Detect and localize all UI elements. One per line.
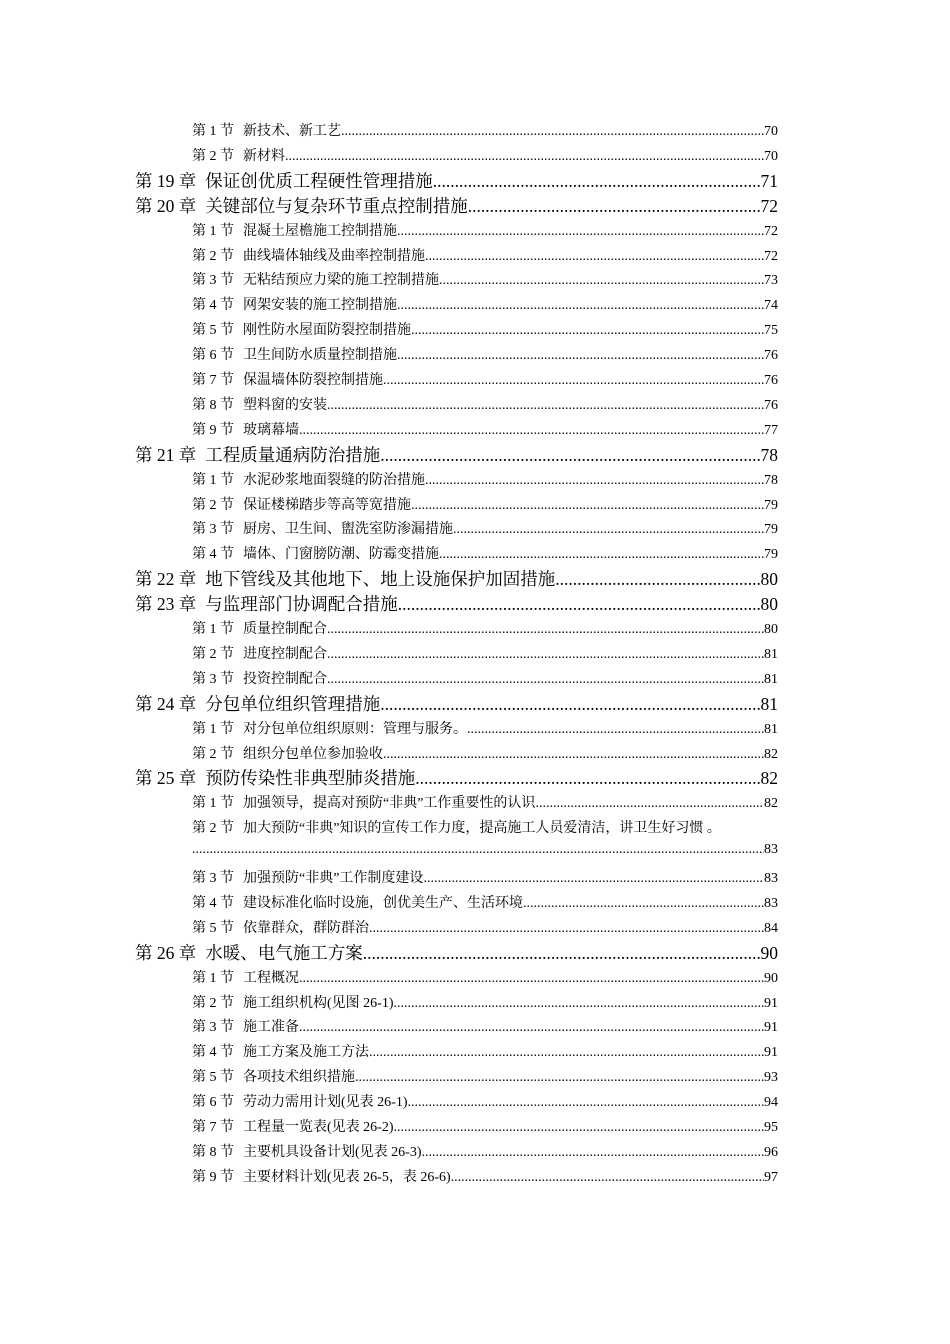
toc-entry-label: [135, 765, 415, 790]
toc-section-entry[interactable]: [192, 1116, 778, 1136]
toc-entry-title: 保温墙体防裂控制措施: [243, 373, 383, 388]
toc-entry-label: [192, 867, 423, 887]
toc-chapter-entry[interactable]: [135, 765, 778, 789]
toc-section-entry[interactable]: [192, 867, 778, 887]
toc-entry-label: [192, 1041, 369, 1061]
toc-entry-title: 新技术、新工艺: [243, 124, 341, 139]
toc-page-number: 82: [764, 796, 778, 812]
toc-leader-dots: [192, 842, 764, 858]
toc-entry-number: 第 5 节: [192, 323, 234, 339]
toc-section-entry[interactable]: [192, 344, 778, 364]
toc-page-number: 72: [764, 223, 778, 239]
toc-section-entry[interactable]: [192, 967, 778, 987]
toc-entry-title: 质量控制配合: [243, 622, 327, 637]
toc-entry-title: 卫生间防水质量控制措施: [243, 348, 397, 364]
toc-entry-title: 与监理部门协调配合措施: [205, 594, 398, 615]
toc-entry-label: [192, 1141, 422, 1161]
toc-entry-title: 加强预防“非典”工作制度建设: [243, 871, 424, 886]
toc-leader-dots: [423, 871, 764, 887]
toc-leader-dots: [394, 996, 765, 1012]
toc-entry-number: 第 3 节: [192, 1020, 234, 1036]
toc-entry-number: 第 2 节: [192, 646, 234, 662]
toc-section-entry[interactable]: [192, 1166, 778, 1186]
toc-page-number: 83: [764, 895, 778, 911]
toc-page-number: 71: [760, 170, 778, 191]
toc-page-number: 72: [760, 195, 778, 216]
toc-entry-number: 第 9 节: [192, 1169, 234, 1185]
toc-leader-dots: [425, 473, 764, 489]
toc-section-entry[interactable]: [192, 1091, 778, 1111]
toc-entry-title: 投资控制配合: [243, 671, 327, 687]
toc-entry-number: 第 19 章: [135, 170, 197, 191]
toc-chapter-entry[interactable]: [135, 442, 778, 466]
toc-entry-label: [192, 394, 327, 414]
toc-leader-dots: [451, 1170, 764, 1186]
toc-entry-label: [192, 743, 383, 763]
toc-entry-number: 第 5 节: [192, 920, 234, 936]
toc-leader-dots: [433, 171, 761, 192]
toc-entry-label: [192, 145, 285, 165]
toc-leader-dots: [285, 149, 764, 165]
toc-entry-number: 第 2 节: [192, 746, 234, 762]
toc-entry-number: 第 4 节: [192, 547, 234, 563]
toc-page-number: 70: [764, 148, 778, 164]
toc-section-entry[interactable]: [192, 494, 778, 514]
toc-entry-title: 工程量一览表(见表 26-2): [243, 1120, 394, 1135]
toc-entry-title: 组织分包单位参加验收: [243, 746, 383, 762]
toc-leader-dots: [380, 445, 760, 466]
toc-entry-label: [192, 269, 439, 289]
toc-entry-label: [135, 591, 398, 616]
toc-page-number: 90: [764, 970, 778, 986]
toc-chapter-entry[interactable]: [135, 193, 778, 217]
toc-entry-label: [135, 193, 468, 218]
toc-page-number: 82: [764, 746, 778, 762]
toc-entry-number: 第 3 节: [192, 522, 234, 538]
toc-entry-label: [192, 643, 327, 663]
toc-entry-label: [192, 419, 299, 439]
toc-entry-title: 工程质量通病防治措施: [205, 444, 381, 465]
toc-entry-label: [192, 618, 327, 638]
toc-entry-label: [192, 668, 327, 688]
toc-entry-title: 依靠群众，群防群治: [243, 920, 369, 936]
toc-leader-dots: [341, 124, 764, 140]
toc-leader-dots: [535, 796, 764, 812]
toc-section-entry[interactable]: [192, 319, 778, 339]
toc-page-number: 73: [764, 273, 778, 289]
toc-entry-number: 第 2 节: [192, 821, 234, 837]
toc-entry-title: 水暖、电气施工方案: [205, 942, 363, 963]
toc-section-entry[interactable]: [192, 419, 778, 439]
toc-page-number: 81: [764, 721, 778, 737]
toc-page-number: 72: [764, 248, 778, 264]
toc-page-number: 80: [760, 594, 778, 615]
toc-leader-dots: [383, 747, 764, 763]
toc-section-entry[interactable]: [192, 618, 778, 638]
toc-page-number: 75: [764, 323, 778, 339]
toc-section-entry[interactable]: [192, 1141, 778, 1161]
toc-section-entry[interactable]: [192, 394, 778, 414]
toc-leader-dots: [380, 694, 760, 715]
toc-page-number: 78: [760, 444, 778, 465]
toc-leader-dots: [397, 348, 764, 364]
toc-entry-number: 第 3 节: [192, 671, 234, 687]
toc-entry-title: 新材料: [243, 148, 285, 164]
toc-entry-label: [192, 992, 394, 1012]
toc-entry-title: 关键部位与复杂环节重点控制措施: [205, 195, 468, 216]
toc-entry-number: 第 1 节: [192, 223, 234, 239]
toc-entry-title: 劳动力需用计划(见表 26-1): [243, 1095, 408, 1111]
toc-page-number: 82: [760, 768, 778, 789]
toc-section-entry[interactable]: [192, 120, 778, 140]
toc-entry-number: 第 22 章: [135, 569, 197, 590]
toc-entry-label: [135, 442, 380, 467]
toc-entry-number: 第 2 节: [192, 248, 234, 264]
toc-entry-title: 保证创优质工程硬性管理措施: [205, 170, 433, 191]
toc-entry-number: 第 25 章: [135, 768, 197, 789]
toc-entry-label: [192, 120, 341, 140]
toc-entry-label: [192, 917, 369, 937]
toc-page-number: 93: [764, 1070, 778, 1086]
toc-entry-label: [192, 1091, 408, 1111]
toc-entry-number: 第 9 节: [192, 422, 234, 438]
toc-section-entry[interactable]: [192, 518, 778, 538]
toc-section-entry[interactable]: [192, 269, 778, 289]
toc-entry-number: 第 2 节: [192, 995, 234, 1011]
toc-entry-label: [192, 245, 425, 265]
toc-page-number: 79: [764, 522, 778, 538]
toc-leader-dots: [453, 522, 764, 538]
toc-section-entry[interactable]: [192, 743, 778, 763]
toc-entry-number: 第 5 节: [192, 1070, 234, 1086]
toc-leader-dots: [408, 1095, 765, 1111]
toc-page-number: 79: [764, 497, 778, 513]
toc-entry-number: 第 3 节: [192, 273, 234, 289]
toc-entry-label: [192, 518, 453, 538]
toc-leader-dots: [523, 896, 764, 912]
toc-entry-label: [135, 940, 363, 965]
toc-leader-dots: [355, 1070, 764, 1086]
toc-entry-title: 曲线墙体轴线及曲率控制措施: [243, 248, 425, 264]
toc-page-number: 76: [764, 373, 778, 388]
toc-page-number: 81: [764, 646, 778, 662]
toc-entry-number: 第 20 章: [135, 195, 197, 216]
toc-leader-dots: [394, 1120, 765, 1136]
toc-leader-dots: [299, 1020, 764, 1036]
toc-entry-label: [192, 792, 535, 812]
toc-leader-dots: [398, 594, 761, 615]
toc-entry-label: [192, 469, 425, 489]
toc-entry-number: 第 1 节: [192, 796, 234, 812]
toc-entry-title: 塑料窗的安装: [243, 397, 327, 413]
toc-entry-label: [192, 344, 397, 364]
toc-entry-number: 第 7 节: [192, 373, 234, 388]
toc-entry-label: [135, 168, 433, 193]
toc-entry-title: 分包单位组织管理措施: [205, 693, 381, 714]
toc-page-number: 79: [764, 547, 778, 563]
toc-entry-number: 第 6 节: [192, 1095, 234, 1111]
toc-leader-dots: [397, 298, 764, 314]
toc-chapter-entry[interactable]: [135, 566, 778, 590]
toc-chapter-entry[interactable]: [135, 168, 778, 192]
toc-entry-title: 厨房、卫生间、盥洗室防渗漏措施: [243, 522, 453, 538]
toc-section-entry[interactable]: [192, 469, 778, 489]
toc-leader-dots: [468, 196, 761, 217]
toc-leader-dots: [299, 971, 764, 987]
toc-entry-label: [192, 892, 523, 912]
toc-entry-title: 对分包单位组织原则：管理与服务。: [243, 721, 467, 737]
toc-section-entry[interactable]: [192, 245, 778, 265]
toc-section-entry[interactable]: [192, 792, 778, 812]
toc-page-number: 96: [764, 1144, 778, 1160]
toc-section-entry[interactable]: [192, 668, 778, 688]
toc-entry-number: 第 21 章: [135, 444, 197, 465]
toc-leader-dots: [397, 224, 764, 240]
toc-section-entry[interactable]: [192, 917, 778, 937]
toc-entry-title: 混凝土屋檐施工控制措施: [243, 223, 397, 239]
toc-page-number: 91: [764, 1045, 778, 1061]
toc-entry-label: [192, 718, 467, 738]
toc-leader-dots: [555, 569, 760, 590]
toc-entry-title: 主要机具设备计划(见表 26-3): [243, 1144, 422, 1160]
toc-page-number: 95: [764, 1120, 778, 1135]
toc-leader-dots: [327, 647, 764, 663]
toc-section-entry[interactable]: [192, 220, 778, 240]
toc-entry-number: 第 1 节: [192, 124, 234, 139]
toc-leader-dots: [411, 498, 764, 514]
toc-page-number: 91: [764, 1020, 778, 1036]
toc-leader-dots: [327, 622, 764, 638]
toc-entry-number: 第 7 节: [192, 1120, 234, 1135]
toc-entry-title: 施工方案及施工方法: [243, 1045, 369, 1061]
toc-section-entry[interactable]: [192, 543, 778, 563]
toc-entry-title: 刚性防水屋面防裂控制措施: [243, 323, 411, 339]
toc-entry-label: [192, 294, 397, 314]
toc-leader-dots: [369, 1045, 764, 1061]
toc-entry-label: [135, 691, 380, 716]
toc-leader-dots: [363, 943, 761, 964]
toc-entry-label: [192, 1066, 355, 1086]
toc-entry-title: 无粘结预应力梁的施工控制措施: [243, 273, 439, 289]
toc-entry-title: 建设标准化临时设施，创优美生产、生活环境: [243, 895, 523, 911]
toc-leader-dots: [327, 672, 764, 688]
toc-page-number: 70: [764, 124, 778, 139]
toc-page-number: 97: [764, 1169, 778, 1185]
toc-section-entry[interactable]: [192, 1041, 778, 1061]
toc-entry-title: 网架安装的施工控制措施: [243, 298, 397, 314]
toc-page-number: 78: [764, 472, 778, 488]
toc-entry-title: 主要材料计划(见表 26-5，表 26-6): [243, 1169, 451, 1185]
toc-section-entry[interactable]: [192, 817, 721, 837]
toc-page-number: 81: [760, 693, 778, 714]
toc-entry-number: 第 1 节: [192, 970, 234, 986]
toc-entry-label: [192, 220, 397, 240]
toc-entry-title: 施工组织机构(见图 26-1): [243, 995, 394, 1011]
toc-leader-dots: [411, 323, 764, 339]
toc-leader-dots: [383, 373, 764, 389]
toc-chapter-entry[interactable]: [135, 591, 778, 615]
toc-page-number: 94: [764, 1095, 778, 1111]
toc-entry-number: 第 2 节: [192, 148, 234, 164]
toc-leader-dots: [369, 921, 764, 937]
toc-entry-number: 第 4 节: [192, 298, 234, 314]
toc-entry-number: 第 26 章: [135, 942, 197, 963]
toc-page-number: 91: [764, 995, 778, 1011]
toc-entry-number: 第 23 章: [135, 594, 197, 615]
toc-leader-dots: [425, 249, 764, 265]
toc-page-number: 83: [764, 871, 778, 886]
toc-page-number: 80: [760, 569, 778, 590]
toc-entry-title: 进度控制配合: [243, 646, 327, 662]
toc-page-number: 83: [764, 842, 778, 858]
toc-entry-title: 保证楼梯踏步等高等宽措施: [243, 497, 411, 513]
toc-leader-dots: [327, 398, 764, 414]
toc-section-entry[interactable]: [192, 369, 778, 389]
toc-page-number: 76: [764, 397, 778, 413]
toc-entry-label: [192, 1016, 299, 1036]
toc-page-number: 77: [764, 422, 778, 438]
toc-entry-title: 施工准备: [243, 1020, 299, 1036]
toc-leader-dots: [439, 273, 764, 289]
toc-section-entry[interactable]: [192, 992, 778, 1012]
toc-entry-number: 第 6 节: [192, 348, 234, 364]
toc-leader-dots: [467, 722, 764, 738]
toc-section-entry[interactable]: [192, 718, 778, 738]
toc-entry-title: 水泥砂浆地面裂缝的防治措施: [243, 472, 425, 488]
toc-entry-label: [192, 494, 411, 514]
toc-section-entry[interactable]: [192, 892, 778, 912]
toc-entry-label: [192, 369, 383, 389]
toc-section-entry[interactable]: [192, 145, 778, 165]
toc-entry-title: 墙体、门窗膀防潮、防霉变措施: [243, 547, 439, 563]
toc-entry-number: 第 24 章: [135, 693, 197, 714]
toc-entry-title: 地下管线及其他地下、地上设施保护加固措施: [205, 569, 556, 590]
toc-page-number: 80: [764, 622, 778, 637]
toc-entry-number: 第 4 节: [192, 895, 234, 911]
toc-entry-label: [192, 319, 411, 339]
toc-entry-title: 玻璃幕墙: [243, 422, 299, 438]
toc-leader-dots: [299, 423, 764, 439]
toc-section-entry-continuation[interactable]: [192, 842, 778, 862]
toc-entry-title: 加强领导，提高对预防“非典”工作重要性的认识: [243, 796, 536, 812]
toc-page-number: 74: [764, 298, 778, 314]
toc-section-entry[interactable]: [192, 1016, 778, 1036]
toc-entry-number: 第 8 节: [192, 1144, 234, 1160]
toc-leader-dots: [415, 768, 760, 789]
toc-chapter-entry[interactable]: [135, 940, 778, 964]
toc-entry-number: 第 3 节: [192, 871, 234, 886]
toc-entry-label: [192, 543, 439, 563]
toc-entry-title: 各项技术组织措施: [243, 1070, 355, 1086]
toc-entry-number: 第 2 节: [192, 497, 234, 513]
toc-entry-number: 第 1 节: [192, 622, 234, 637]
toc-leader-dots: [439, 547, 764, 563]
toc-page-number: 81: [764, 671, 778, 687]
toc-leader-dots: [422, 1145, 765, 1161]
toc-section-entry[interactable]: [192, 294, 778, 314]
toc-entry-number: 第 4 节: [192, 1045, 234, 1061]
toc-chapter-entry[interactable]: [135, 691, 778, 715]
toc-section-entry[interactable]: [192, 1066, 778, 1086]
toc-entry-label: [192, 967, 299, 987]
toc-page-number: 84: [764, 920, 778, 936]
toc-entry-title: 加大预防“非典”知识的宣传工作力度，提高施工人员爱清洁，讲卫生好习惯 。: [243, 821, 721, 837]
toc-entry-label: [192, 1116, 394, 1136]
toc-entry-title: 工程概况: [243, 970, 299, 986]
toc-entry-number: 第 8 节: [192, 397, 234, 413]
toc-section-entry[interactable]: [192, 643, 778, 663]
toc-entry-label: [192, 1166, 451, 1186]
toc-entry-title: 预防传染性非典型肺炎措施: [205, 768, 416, 789]
toc-entry-number: 第 1 节: [192, 721, 234, 737]
toc-entry-label: [135, 566, 555, 591]
toc-entry-number: 第 1 节: [192, 472, 234, 488]
toc-page-number: 90: [760, 942, 778, 963]
toc-page-number: 76: [764, 348, 778, 364]
